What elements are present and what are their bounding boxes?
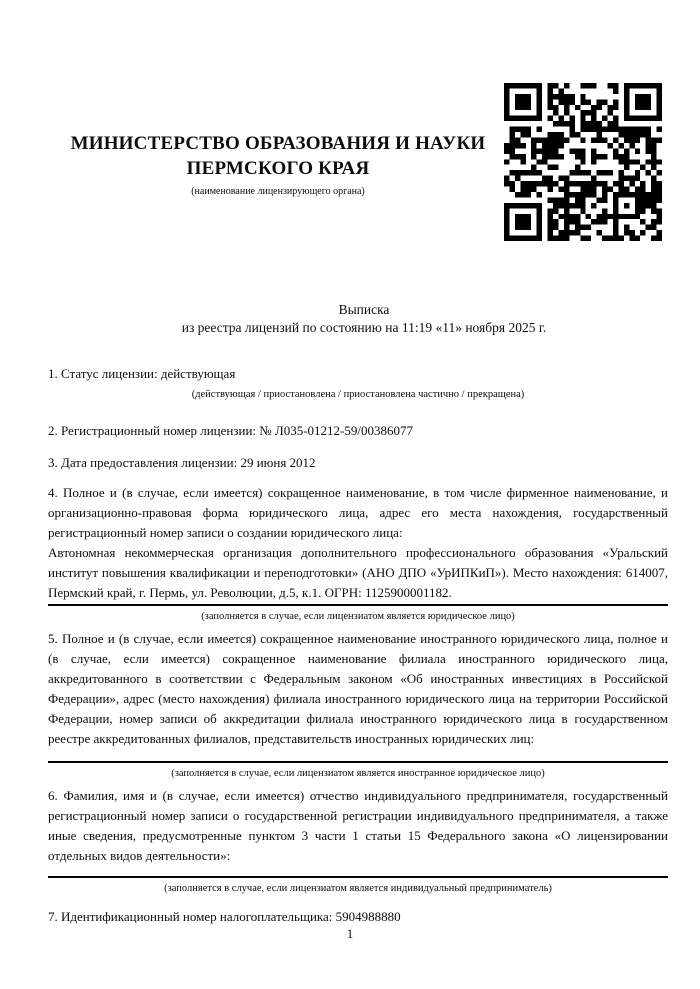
individual-entrepreneur-clause: 6. Фамилия, имя и (в случае, если имеется) отчество индивидуального предпринимателя, государственный регистрационный номер записи о государственной регистрации индивидуального предпринимателя, а также иные сведения, предусмотренные пунктом 3 части 1 статьи 15 Федерального закона «О лицензировании отдельных видов деятельности»:: [48, 788, 668, 863]
ministry-name: [48, 131, 508, 181]
document-title: [48, 301, 680, 337]
fill-line: [48, 603, 668, 606]
ministry-name-line1: МИНИСТЕРСТВО ОБРАЗОВАНИЯ И НАУКИ: [70, 133, 486, 154]
individual-entrepreneur-caption: (заполняется в случае, если лицензиатом является индивидуальный предприниматель): [164, 883, 552, 894]
registration-number-text: 2. Регистрационный номер лицензии: № Л035-01212-59/00386077: [48, 423, 414, 438]
legal-entity-name-value: Автономная некоммерческая организация дополнительного профессионального образования «Уральский институт повышения квалификации и переподготовки» (АНО ДПО «УрИПКиП»). Место нахождения: 614007, Пермский край, г. Пермь, ул. Революции, д.5, к.1. ОГРН: 1125900001182.: [48, 545, 668, 600]
item-registration-number: [48, 421, 668, 441]
license-status-caption: (действующая / приостановлена / приостановлена частично / прекращена): [191, 389, 525, 400]
foreign-entity-caption: (заполняется в случае, если лицензиатом является иностранное юридическое лицо): [171, 768, 545, 779]
document-title-line2: из реестра лицензий по состоянию на 11:19 «11» ноября 2025 г.: [181, 320, 547, 335]
item-foreign-entity: [48, 629, 668, 780]
license-status-text: 1. Статус лицензии: действующая: [48, 366, 236, 381]
qr-code-icon: [504, 83, 662, 241]
fill-line: [48, 866, 668, 878]
ministry-caption: (наименование лицензирующего органа): [191, 186, 365, 197]
ministry-name-line2: ПЕРМСКОГО КРАЯ: [186, 158, 370, 179]
page-number: 1: [346, 926, 354, 941]
item-license-status: [48, 364, 668, 401]
taxpayer-id-text: 7. Идентификационный номер налогоплательщика: 5904988880: [48, 909, 401, 924]
fill-line: [48, 749, 668, 763]
foreign-entity-clause: 5. Полное и (в случае, если имеется) сокращенное наименование иностранного юридического лица, полное и (в случае, если имеется) сокращенное наименование филиала иностранного юридического лица, аккредитованного в соответствии с Федеральным законом «Об иностранных инвестициях в Российской Федерации», адрес (место нахождения) филиала иностранного юридического лица на территории Российской Федерации, номер записи об аккредитации филиала иностранного юридического лица в государственном реестре аккредитованных филиалов, представительств иностранных юридических лиц:: [48, 631, 668, 746]
ministry-header: [48, 131, 508, 198]
grant-date-text: 3. Дата предоставления лицензии: 29 июня 2012: [48, 455, 316, 470]
item-grant-date: [48, 453, 668, 473]
document-title-line1: Выписка: [338, 302, 390, 317]
item-individual-entrepreneur: [48, 786, 668, 895]
legal-entity-caption: (заполняется в случае, если лицензиатом является юридическое лицо): [201, 611, 515, 622]
item-legal-entity: [48, 483, 668, 623]
item-taxpayer-id: [48, 907, 668, 927]
document-body: [48, 364, 668, 927]
legal-entity-clause: 4. Полное и (в случае, если имеется) сокращенное наименование, в том числе фирменное наименование, и организационно-правовая форма юридического лица, адрес его места нахождения, государственный регистрационный номер записи о создании юридического лица:: [48, 485, 668, 540]
